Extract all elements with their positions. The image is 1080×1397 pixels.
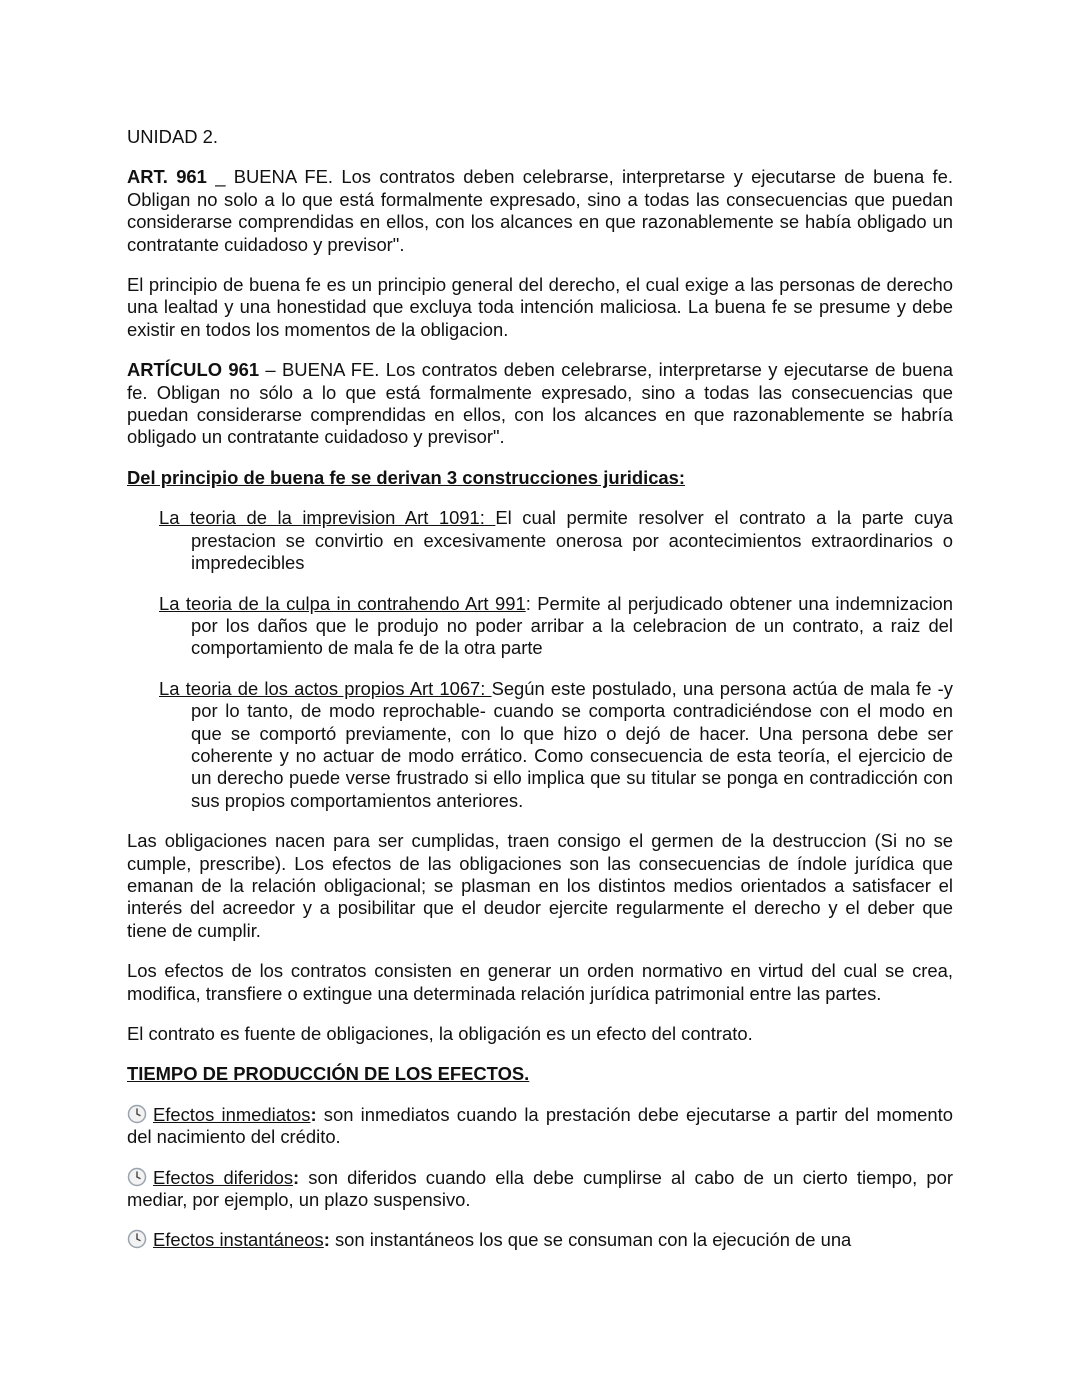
art961-short-label: ART. 961 [127,166,207,188]
effect-term: Efectos inmediatos [153,1103,311,1125]
art961-full-label: ARTÍCULO 961 [127,359,260,381]
effect-text: son inmediatos cuando la prestación debe ejecutarse a partir del momento del nacimiento del crédito. [127,1103,953,1148]
effect-text: son instantáneos los que se consuman con la ejecución de una [329,1229,852,1251]
theory-text: El cual permite resolver el contrato a la parte cuya prestacion se convirtio en excesivamente onerosa por acontecimientos extraordinarios o impredecibles [191,507,953,574]
theory-title: La teoria de los actos propios Art 1067: [159,677,492,699]
contracts-paragraph: Los efectos de los contratos consisten en generar un orden normativo en virtud del cual se crea, modifica, transfiere o extingue una determinada relación jurídica patrimonial entre las partes. [127,960,953,1004]
effect-text: son diferidos cuando ella debe cumplirse al cabo de un cierto tiempo, por mediar, por ejemplo, un plazo suspensivo. [127,1166,953,1211]
effect-item [127,1104,953,1149]
effects-heading: TIEMPO DE PRODUCCIÓN DE LOS EFECTOS. [127,1063,530,1085]
good-faith-paragraph: El principio de buena fe es un principio general del derecho, el cual exige a las personas de derecho una lealtad y una honestidad que excluya toda intención maliciosa. La buena fe se presume y debe existir en todos los momentos de la obligacion. [127,274,953,340]
constructions-heading: Del principio de buena fe se derivan 3 construcciones juridicas: [127,466,686,488]
art961-full-text: – BUENA FE. Los contratos deben celebrarse, interpretarse y ejecutarse de buena fe. Obligan no sólo a lo que está formalmente expresado, sino a todas las consecuencias que puedan considerarse comprendidas en ellos, con los alcances en que razonablemente se habría obligado un contratante cuidadoso y previsor". [127,359,953,448]
art961-short-paragraph [127,166,953,256]
art961-full-paragraph [127,359,953,449]
theory-title: La teoria de la imprevision Art 1091: [159,507,496,529]
theory-text: Según este postulado, una persona actúa de mala fe -y por lo tanto, de modo reprochable- cuando se comporta contradiciéndose con el modo en que se comportó previamente, con lo que hizo o dejó de hacer. Una persona debe ser coherente y no actuar de modo errático. Como consecuencia de esta teoría, el ejercicio de un derecho puede verse frustrado si ello implica que su titular se ponga en contradicción con sus propios comportamientos anteriores. [191,677,953,811]
document-page [127,126,953,1270]
effect-colon: : [323,1229,330,1251]
source-paragraph: El contrato es fuente de obligaciones, la obligación es un efecto del contrato. [127,1023,753,1044]
art961-short-text: _ BUENA FE. Los contratos deben celebrarse, interpretarse y ejecutarse de buena fe. Obligan no solo a lo que está formalmente expresado, sino a todas las consecuencias que puedan considerarse comprendidas en ellos, con los alcances en que razonablemente se había obligado un contratante cuidadoso y previsor". [127,166,953,255]
clock-icon [127,1229,147,1249]
clock-icon [127,1104,147,1124]
effect-colon: : [293,1166,300,1188]
effect-item [127,1229,953,1251]
effect-item [127,1167,953,1212]
clock-icon [127,1167,147,1187]
theory-item [159,507,953,574]
effect-term: Efectos instantáneos [153,1229,324,1251]
theory-title: La teoria de la culpa in contrahendo Art 991 [159,592,526,614]
theory-item [159,678,953,812]
unit-title: UNIDAD 2. [127,126,218,147]
effect-colon: : [310,1103,317,1125]
obligations-paragraph: Las obligaciones nacen para ser cumplidas, traen consigo el germen de la destruccion (Si no se cumple, prescribe). Los efectos de las obligaciones son las consecuencias de índole jurídica que emanan de la relación obligacional; se plasman en los distintos medios orientados a satisfacer el interés del acreedor y a posibilitar que el deudor ejercite regularmente el derecho y el deber que tiene de cumplir. [127,830,953,941]
theory-item [159,593,953,660]
effect-term: Efectos diferidos [153,1166,294,1188]
theory-text: : Permite al perjudicado obtener una indemnizacion por los daños que le produjo no poder arribar a la celebracion de un contrato, a raiz del comportamiento de mala fe de la otra parte [191,592,953,659]
